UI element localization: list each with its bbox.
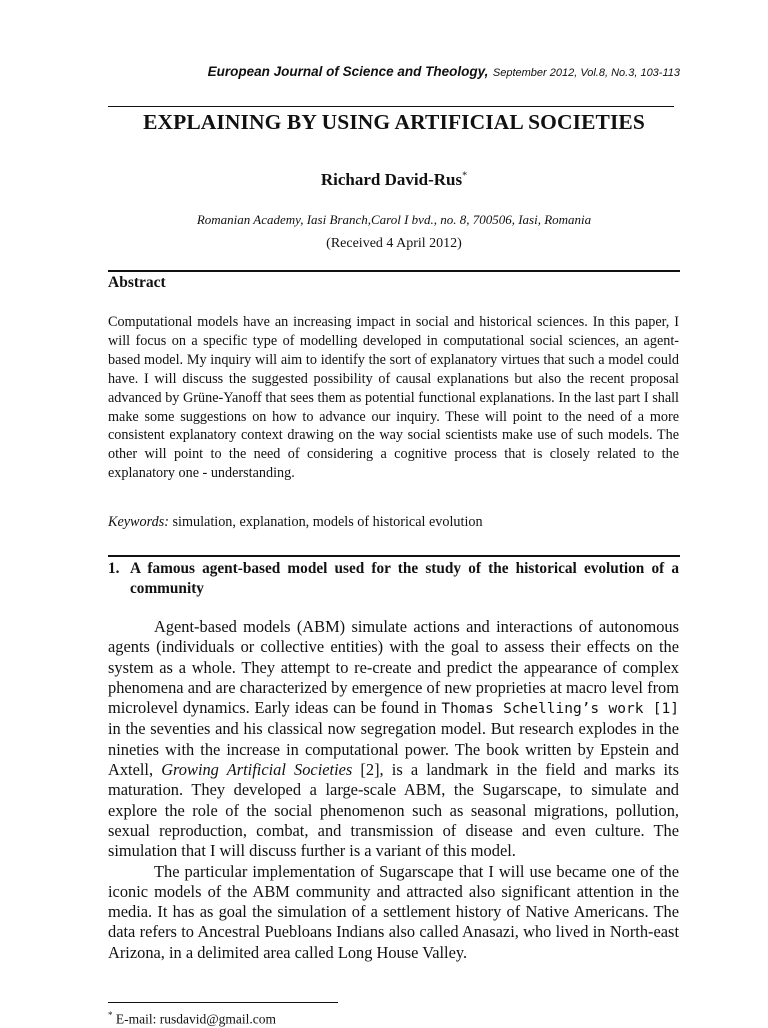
section-number: 1.	[108, 560, 120, 577]
journal-issue-info: September 2012, Vol.8, No.3, 103-113	[492, 67, 680, 79]
keywords-text: simulation, explanation, models of historical evolution	[172, 514, 483, 530]
citation-schelling: Thomas Schelling’s work [1]	[441, 701, 679, 718]
author-name-text: Richard David-Rus	[320, 170, 463, 189]
paragraph-text: [2], is a landmark in the field and marks its maturation. They developed a large-scale ABM, the Sugarscape, to simulate and explore the role of the social phenomenon such as seasonal migrations, pollution, sexual reproduction, combat, and transmission of disease and even culture. The simulation that I will discuss further is a variant of this model.	[108, 760, 679, 861]
book-title: Growing Artificial Societies	[161, 760, 353, 780]
footnote-mark: *	[108, 1010, 113, 1020]
section-body	[108, 617, 679, 963]
author-footnote-mark: *	[462, 170, 468, 182]
footnote	[108, 1010, 276, 1028]
paper-title: EXPLAINING BY USING ARTIFICIAL SOCIETIES	[143, 110, 645, 134]
journal-header	[108, 63, 680, 81]
abstract-top-rule	[108, 270, 680, 272]
received-date: (Received 4 April 2012)	[326, 236, 462, 251]
section-heading	[108, 559, 679, 599]
journal-name: European Journal of Science and Theology,	[207, 64, 489, 79]
footnote-rule	[108, 1002, 338, 1003]
section-top-rule	[108, 555, 680, 557]
abstract-text: Computational models have an increasing impact in social and historical sciences. In this paper, I will focus on a specific type of modelling developed in computational social sciences, an agent-based model. My inquiry will aim to identify the sort of explanatory virtues that such a model could have. I will discuss the suggested possibility of causal explanations but also the recent proposal advanced by Grüne-Yanoff that sees them as potential functional explanations. In the last part I shall make some suggestions on how to advance our inquiry. These will point to the need of a more consistent explanatory context drawing on the way social scientists make use of such models. The other will point to the need of considering a cognitive process that is closely related to the explanatory one - understanding.	[108, 314, 679, 482]
header-rule	[108, 106, 674, 107]
keywords-line	[108, 514, 679, 531]
paragraph-text: Agent-based models (ABM) simulate actions and interactions of autonomous agents (individuals or collective entities) with the goal to assess their effects on the system as a whole. They attempt to re-create and predict the appearance of complex phenomena and are characterized by emergence of new proprieties at macro level from microlevel dynamics. Early ideas can be found in	[108, 617, 679, 718]
body-paragraph: The particular implementation of Sugarscape that I will use became one of the iconic models of the ABM community and attracted also significant attention in the media. It has as goal the simulation of a settlement history of Native Americans. The data refers to Ancestral Puebloans Indians also called Anasazi, who lived in North-east Arizona, in a delimited area called Long House Valley.	[108, 861, 679, 962]
abstract-heading: Abstract	[108, 274, 166, 291]
author-affiliation: Romanian Academy, Iasi Branch,Carol I bvd., no. 8, 700506, Iasi, Romania	[196, 212, 592, 227]
paragraph-text: in the seventies and his classical now segregation model. But research explodes in the nineties with the increase in computational power. The book written by Epstein and Axtell,	[108, 719, 679, 780]
body-paragraph	[108, 617, 679, 862]
author-name	[108, 170, 680, 190]
footnote-email: E-mail: rusdavid@gmail.com	[115, 1011, 277, 1027]
keywords-label: Keywords:	[108, 514, 169, 530]
section-title: A famous agent-based model used for the study of the historical evolution of a community	[130, 560, 679, 597]
